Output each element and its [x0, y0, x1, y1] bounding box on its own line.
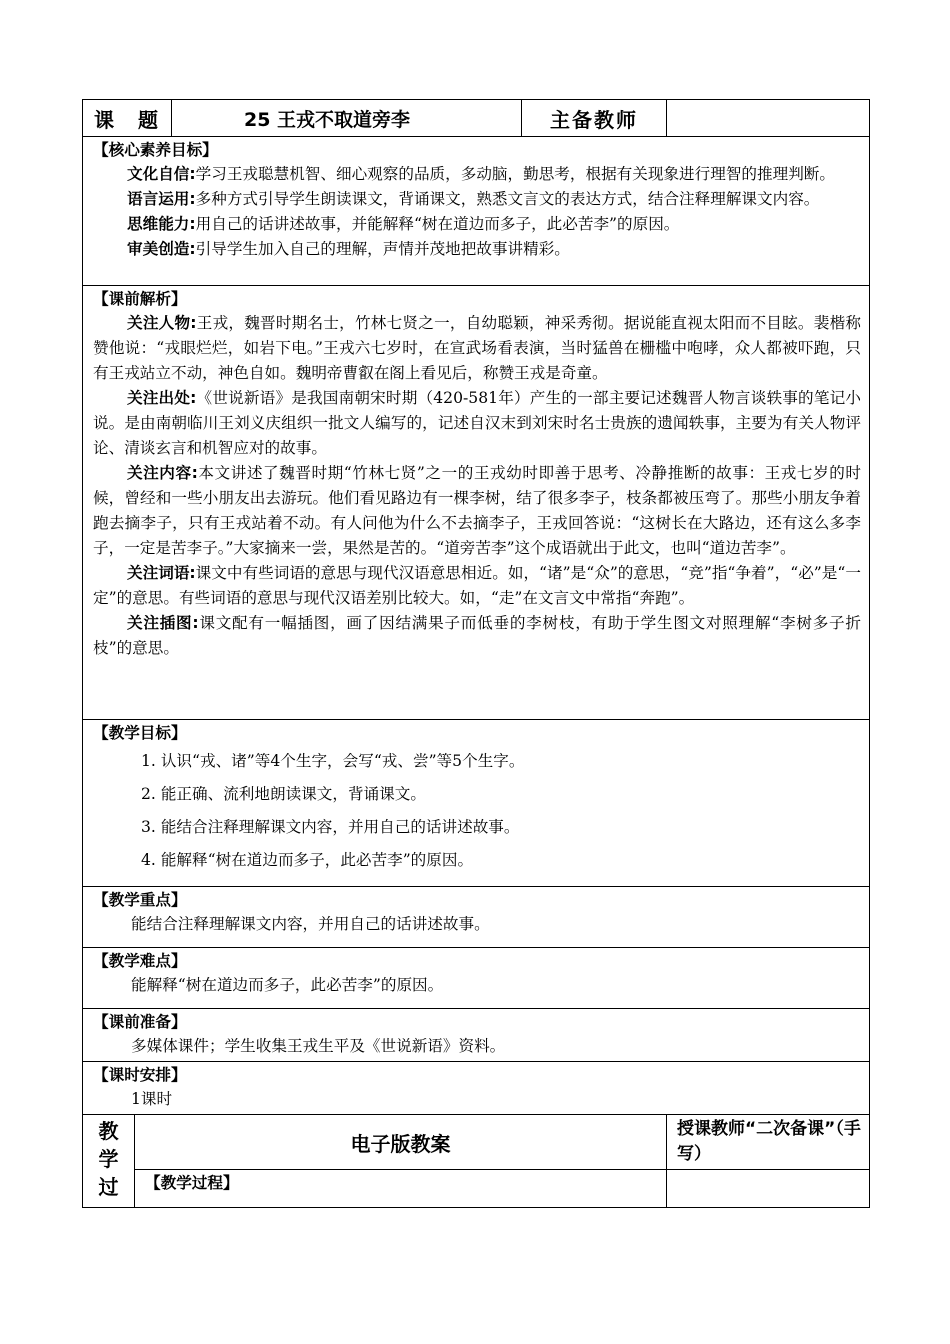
core-item: 文化自信:学习王戎聪慧机智、细心观察的品质，多动脑，勤思考，根据有关现象进行理智的推理判断。: [127, 165, 835, 183]
analysis-item: 关注词语:课文中有些词语的意思与现代汉语意思相近。如，“诸”是“众”的意思，“竞”指“争着”，“必”是“一定”的意思。有些词语的意思与现代汉语差别比较大。如，“走”在文言文中常指“奔跑”。: [93, 564, 861, 607]
difficulty-row: [83, 948, 870, 1009]
handwritten-prep-title: 授课教师“二次备课”（手写）: [667, 1115, 870, 1170]
key-point-row: [83, 887, 870, 948]
schedule-text: 1课时: [131, 1090, 173, 1108]
difficulty-heading: 【教学难点】: [93, 952, 187, 970]
core-item: 审美创造:引导学生加入自己的理解，声情并茂地把故事讲精彩。: [127, 240, 570, 258]
schedule-heading: 【课时安排】: [93, 1066, 187, 1084]
goal-item: 4. 能解释“树在道边而多子，此必苦李”的原因。: [141, 851, 474, 869]
lesson-title: 25 王戎不取道旁李: [172, 100, 522, 137]
core-goals-row: [83, 137, 870, 286]
process-body-row: [83, 1170, 870, 1208]
header-row: [83, 100, 870, 137]
handwritten-area: [667, 1170, 870, 1208]
difficulty-text: 能解释“树在道边而多子，此必苦李”的原因。: [131, 976, 444, 994]
process-heading: 【教学过程】: [145, 1174, 239, 1192]
core-goals-heading: 【核心素养目标】: [93, 141, 218, 159]
key-point-heading: 【教学重点】: [93, 891, 187, 909]
electronic-plan-title: 电子版教案: [135, 1115, 667, 1170]
lesson-plan-page: [82, 99, 869, 1208]
teaching-goals-row: [83, 720, 870, 887]
core-item: 语言运用:多种方式引导学生朗读课文，背诵课文，熟悉文言文的表达方式，结合注释理解课文内容。: [127, 190, 820, 208]
analysis-row: [83, 286, 870, 720]
goal-item: 1. 认识“戎、诸”等4个生字，会写“戎、尝”等5个生字。: [141, 752, 525, 770]
goal-item: 3. 能结合注释理解课文内容，并用自己的话讲述故事。: [141, 818, 520, 836]
teacher-value: [667, 100, 870, 137]
prep-row: [83, 1009, 870, 1062]
goal-item: 2. 能正确、流利地朗读课文，背诵课文。: [141, 785, 426, 803]
schedule-row: [83, 1062, 870, 1115]
analysis-heading: 【课前解析】: [93, 290, 187, 308]
analysis-item: 关注内容:本文讲述了魏晋时期“竹林七贤”之一的王戎幼时即善于思考、冷静推断的故事：王戎七岁的时候，曾经和一些小朋友出去游玩。他们看见路边有一棵李树，结了很多李子，枝条都被压弯了。那些小朋友争着跑去摘李子，只有王戎站着不动。有人问他为什么不去摘李子，王戎回答说：“这树长在大路边，还有这么多李子，一定是苦李子。”大家摘来一尝，果然是苦的。“道旁苦李”这个成语就出于此文，也叫“道边苦李”。: [93, 464, 861, 557]
core-item: 思维能力:用自己的话讲述故事，并能解释“树在道边而多子，此必苦李”的原因。: [127, 215, 680, 233]
key-point-text: 能结合注释理解课文内容，并用自己的话讲述故事。: [131, 915, 490, 933]
process-header-row: [83, 1115, 870, 1170]
teacher-label: 主备教师: [522, 100, 667, 137]
teaching-goals-heading: 【教学目标】: [93, 724, 187, 742]
process-side-label: 教学过: [83, 1115, 135, 1208]
lesson-plan-table: [82, 99, 870, 1208]
analysis-item: 关注插图:课文配有一幅插图，画了因结满果子而低垂的李树枝，有助于学生图文对照理解“李树多子折枝”的意思。: [93, 614, 861, 657]
prep-heading: 【课前准备】: [93, 1013, 187, 1031]
analysis-item: 关注出处:《世说新语》是我国南朝宋时期（420-581年）产生的一部主要记述魏晋人物言谈轶事的笔记小说。是由南朝临川王刘义庆组织一批文人编写的，记述自汉末到刘宋时名士贵族的遗闻轶事，主要为有关人物评论、清谈玄言和机智应对的故事。: [93, 389, 861, 457]
prep-text: 多媒体课件；学生收集王戎生平及《世说新语》资料。: [131, 1037, 506, 1055]
analysis-item: 关注人物:王戎，魏晋时期名士，竹林七贤之一，自幼聪颖，神采秀彻。据说能直视太阳而不目眩。裴楷称赞他说：“戎眼烂烂，如岩下电。”王戎六七岁时，在宣武场看表演，当时猛兽在栅槛中咆哮，众人都被吓跑，只有王戎站立不动，神色自如。魏明帝曹叡在阁上看见后，称赞王戎是奇童。: [93, 314, 861, 382]
topic-label: 课 题: [83, 100, 172, 137]
